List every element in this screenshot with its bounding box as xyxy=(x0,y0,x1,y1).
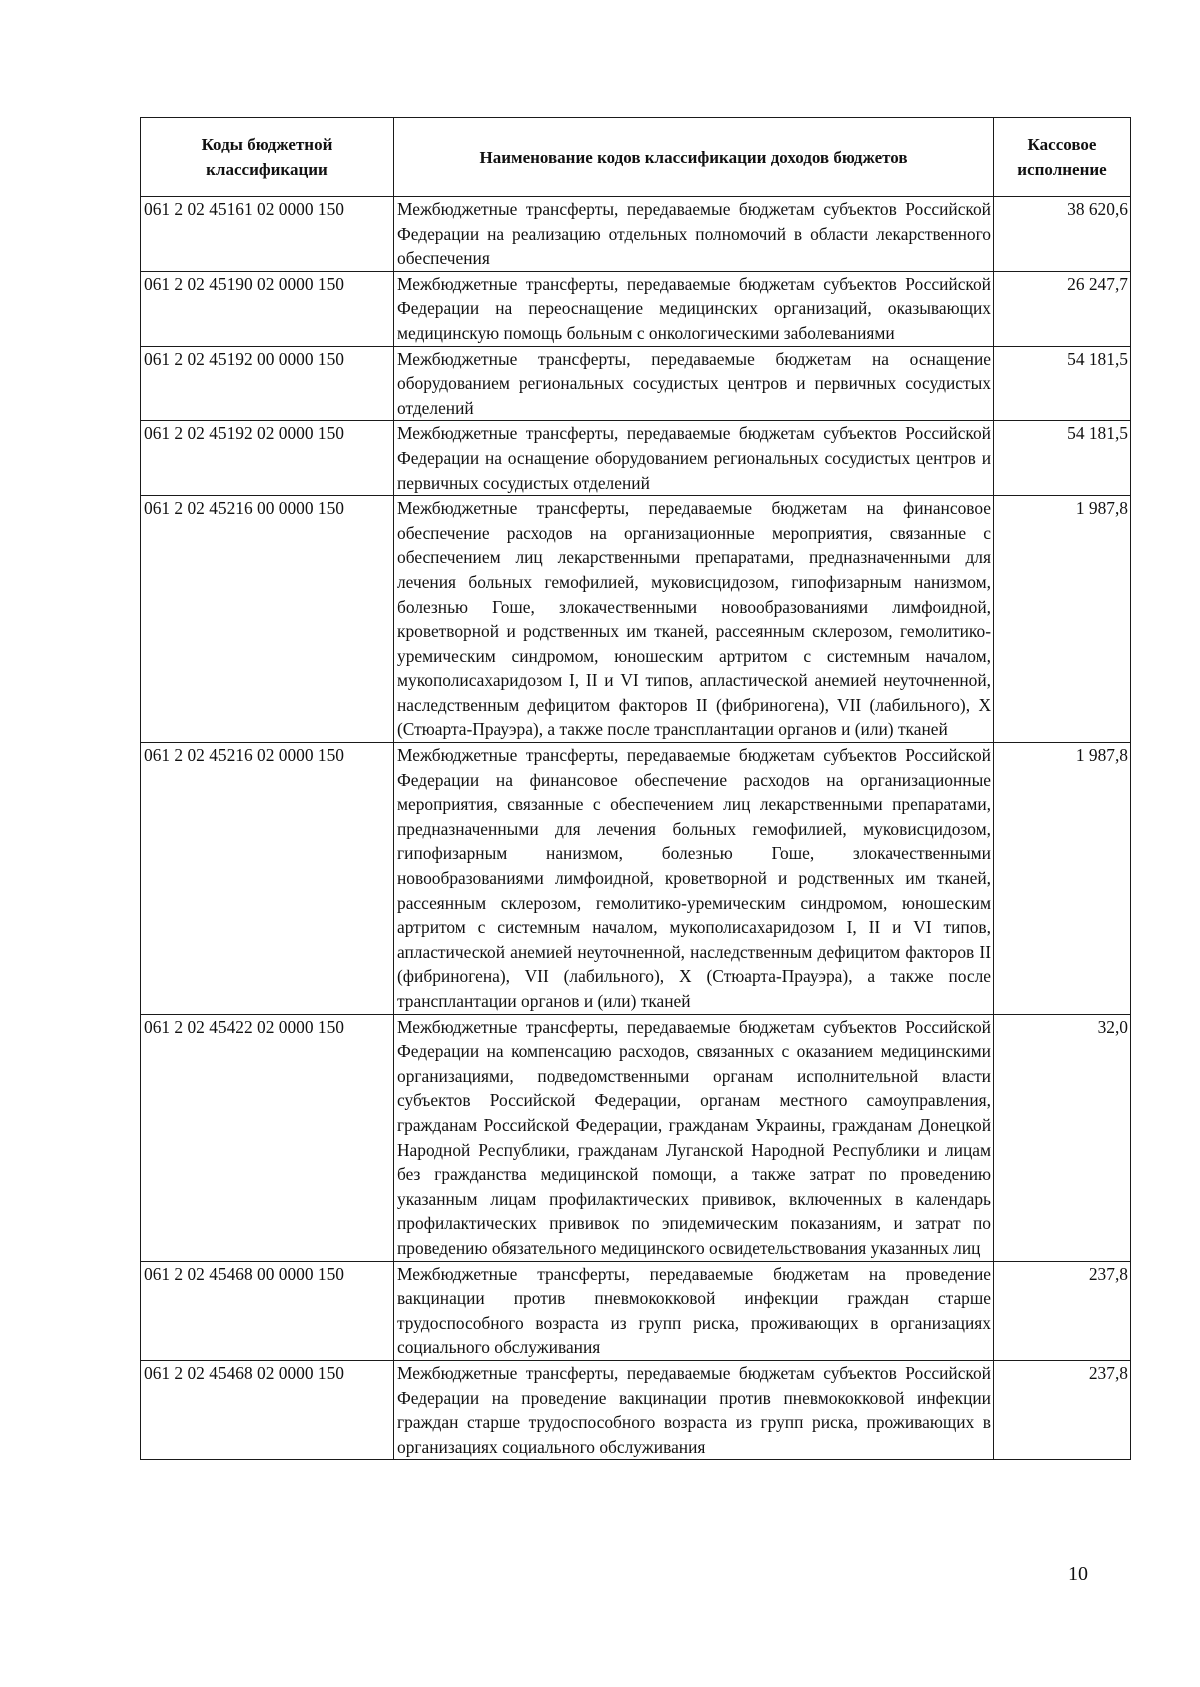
row-name: Межбюджетные трансферты, передаваемые бюджетам субъектов Российской Федерации на переоснащение медицинских организаций, оказывающих медицинскую помощь больным с онкологическими заболеваниями xyxy=(394,271,994,346)
table-header-row xyxy=(141,118,1131,197)
table-row xyxy=(141,1014,1131,1261)
row-amount: 237,8 xyxy=(994,1261,1131,1360)
row-code: 061 2 02 45216 00 0000 150 xyxy=(141,496,394,743)
header-name: Наименование кодов классификации доходов бюджетов xyxy=(394,118,994,197)
table-row xyxy=(141,197,1131,272)
table-row xyxy=(141,496,1131,743)
row-amount: 26 247,7 xyxy=(994,271,1131,346)
row-code: 061 2 02 45192 00 0000 150 xyxy=(141,346,394,421)
row-amount: 32,0 xyxy=(994,1014,1131,1261)
row-code: 061 2 02 45468 00 0000 150 xyxy=(141,1261,394,1360)
row-name: Межбюджетные трансферты, передаваемые бюджетам субъектов Российской Федерации на проведение вакцинации против пневмококковой инфекции граждан старше трудоспособного возраста из групп риска, проживающих в организациях социального обслуживания xyxy=(394,1360,994,1459)
row-name: Межбюджетные трансферты, передаваемые бюджетам на финансовое обеспечение расходов на организационные мероприятия, связанные с обеспечением лиц лекарственными препаратами, предназначенными для лечения больных гемофилией, муковисцидозом, гипофизарным нанизмом, болезнью Гоше, злокачественными новообразованиями лимфоидной, кроветворной и родственных им тканей, рассеянным склерозом, гемолитико-уремическим синдромом, юношеским артритом с системным началом, мукополисахаридозом I, II и VI типов, апластической анемией неуточненной, наследственным дефицитом факторов II (фибриногена), VII (лабильного), X (Стюарта-Прауэра), а также после трансплантации органов и (или) тканей xyxy=(394,496,994,743)
table-row xyxy=(141,1261,1131,1360)
header-amount: Кассовое исполнение xyxy=(994,118,1131,197)
row-amount: 1 987,8 xyxy=(994,496,1131,743)
row-name: Межбюджетные трансферты, передаваемые бюджетам субъектов Российской Федерации на реализацию отдельных полномочий в области лекарственного обеспечения xyxy=(394,197,994,272)
table-row xyxy=(141,271,1131,346)
table-row xyxy=(141,346,1131,421)
row-amount: 54 181,5 xyxy=(994,346,1131,421)
page-number: 10 xyxy=(1068,1563,1088,1585)
row-amount: 38 620,6 xyxy=(994,197,1131,272)
row-name: Межбюджетные трансферты, передаваемые бюджетам субъектов Российской Федерации на финансовое обеспечение расходов на организационные мероприятия, связанные с обеспечением лиц лекарственными препаратами, предназначенными для лечения больных гемофилией, муковисцидозом, гипофизарным нанизмом, болезнью Гоше, злокачественными новообразованиями лимфоидной, кроветворной и родственных им тканей, рассеянным склерозом, гемолитико-уремическим синдромом, юношеским артритом с системным началом, мукополисахаридозом I, II и VI типов, апластической анемией неуточненной, наследственным дефицитом факторов II (фибриногена), VII (лабильного), X (Стюарта-Прауэра), а также после трансплантации органов и (или) тканей xyxy=(394,743,994,1015)
row-amount: 1 987,8 xyxy=(994,743,1131,1015)
row-code: 061 2 02 45192 02 0000 150 xyxy=(141,421,394,496)
row-name: Межбюджетные трансферты, передаваемые бюджетам на проведение вакцинации против пневмококковой инфекции граждан старше трудоспособного возраста из групп риска, проживающих в организациях социального обслуживания xyxy=(394,1261,994,1360)
row-name: Межбюджетные трансферты, передаваемые бюджетам субъектов Российской Федерации на оснащение оборудованием региональных сосудистых центров и первичных сосудистых отделений xyxy=(394,421,994,496)
header-code: Коды бюджетной классификации xyxy=(141,118,394,197)
row-code: 061 2 02 45216 02 0000 150 xyxy=(141,743,394,1015)
table-row xyxy=(141,1360,1131,1459)
row-amount: 54 181,5 xyxy=(994,421,1131,496)
table-row xyxy=(141,743,1131,1015)
row-name: Межбюджетные трансферты, передаваемые бюджетам субъектов Российской Федерации на компенсацию расходов, связанных с оказанием медицинскими организациями, подведомственными органам исполнительной власти субъектов Российской Федерации, органам местного самоуправления, гражданам Российской Федерации, гражданам Украины, гражданам Донецкой Народной Республики, гражданам Луганской Народной Республики и лицам без гражданства медицинской помощи, а также затрат по проведению указанным лицам профилактических прививок, включенных в календарь профилактических прививок по эпидемическим показаниям, и затрат по проведению обязательного медицинского освидетельствования указанных лиц xyxy=(394,1014,994,1261)
table-row xyxy=(141,421,1131,496)
row-code: 061 2 02 45190 02 0000 150 xyxy=(141,271,394,346)
budget-revenue-table xyxy=(140,117,1131,1460)
row-name: Межбюджетные трансферты, передаваемые бюджетам на оснащение оборудованием региональных сосудистых центров и первичных сосудистых отделений xyxy=(394,346,994,421)
row-amount: 237,8 xyxy=(994,1360,1131,1459)
row-code: 061 2 02 45161 02 0000 150 xyxy=(141,197,394,272)
row-code: 061 2 02 45422 02 0000 150 xyxy=(141,1014,394,1261)
row-code: 061 2 02 45468 02 0000 150 xyxy=(141,1360,394,1459)
